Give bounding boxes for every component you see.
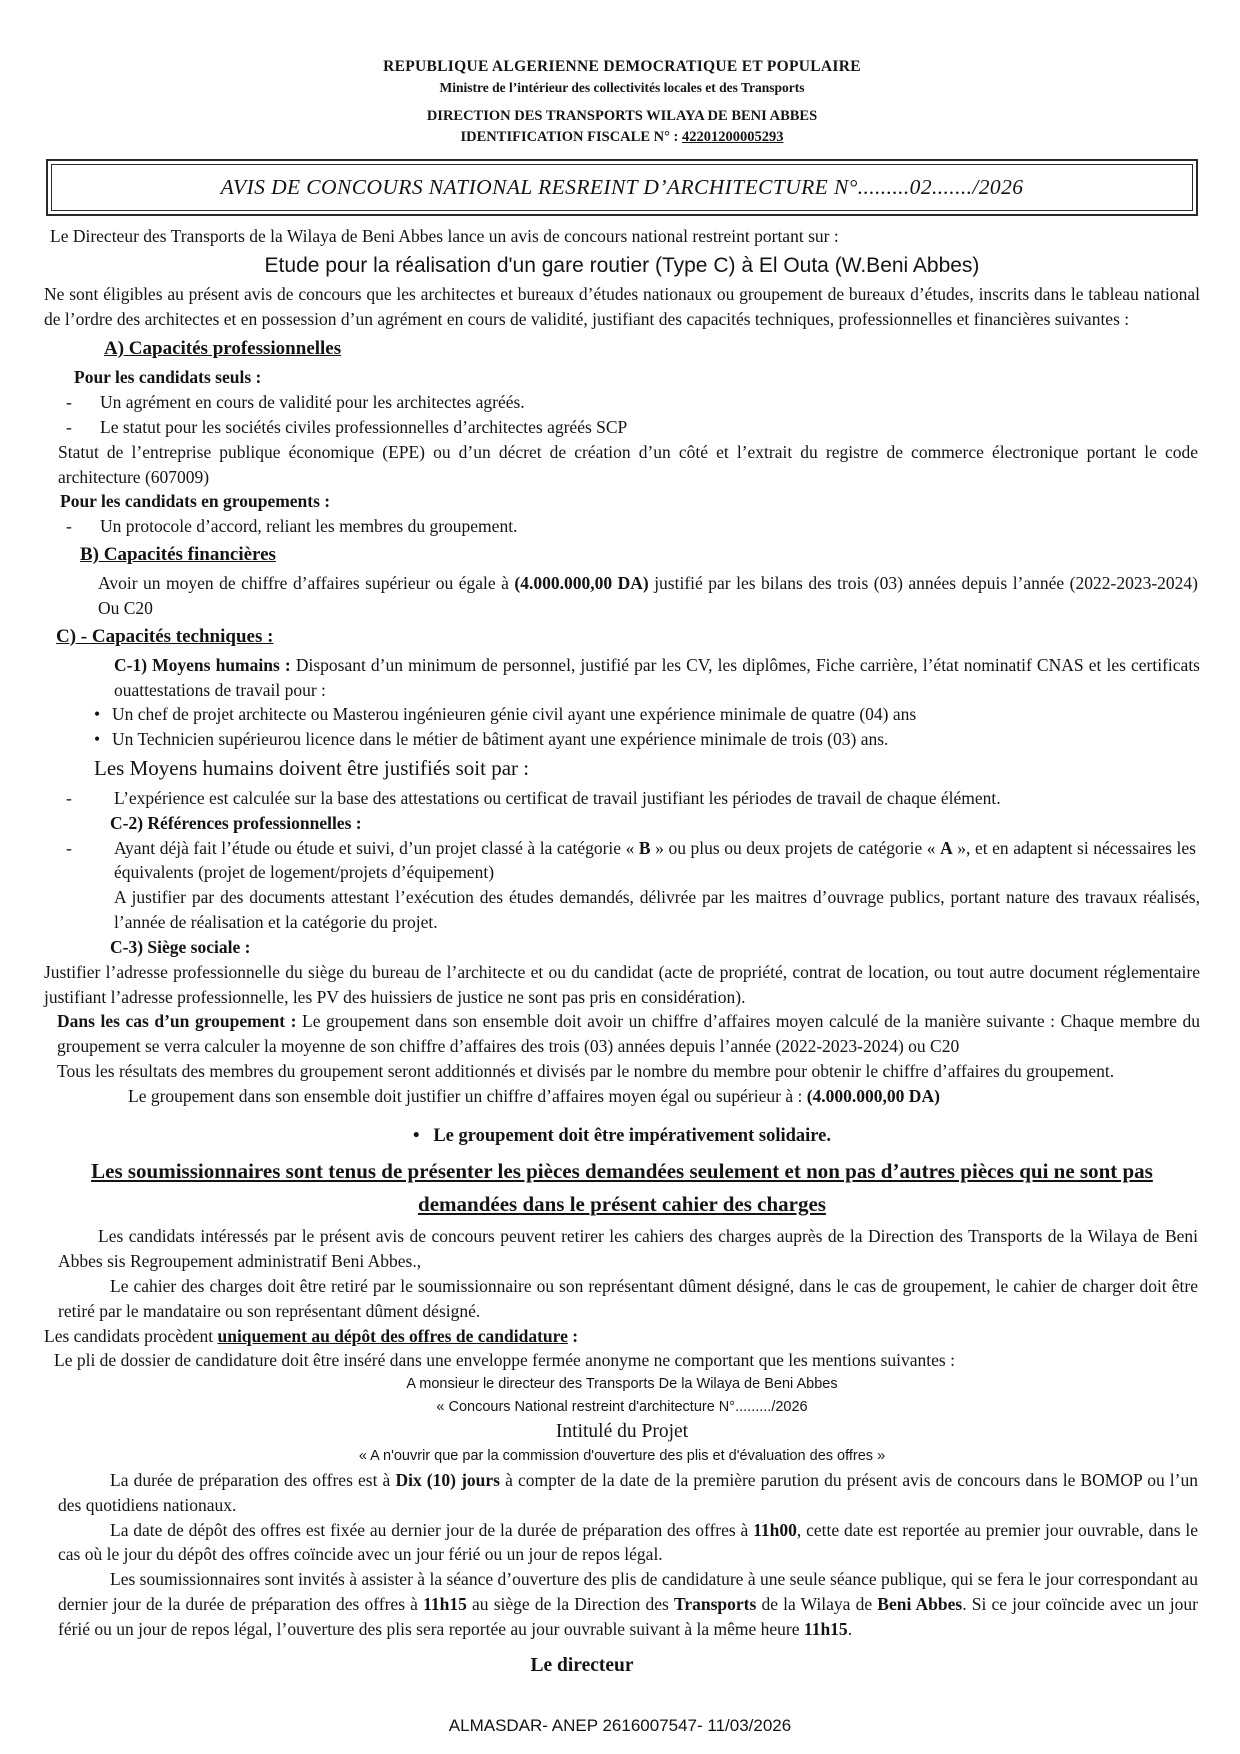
list-item [66, 415, 1200, 440]
bullet-item [94, 727, 1200, 752]
groupement-ca-line [128, 1084, 1200, 1109]
dash-marker: - [66, 516, 72, 537]
duree-paragraph [58, 1468, 1200, 1518]
ouverture-time-bold: 11h15 [423, 1594, 467, 1615]
solidaire-line [44, 1123, 1200, 1149]
c1-paragraph [114, 653, 1200, 703]
dash-marker: - [66, 837, 72, 858]
date-depot-bold: 11h00 [753, 1519, 797, 1540]
list-item [66, 514, 1200, 539]
statut-paragraph: Statut de l’entreprise publique économique (EPE) ou d’un décret de création d’un côté et l’extrait du registre de commerce électronique portant le code architecture (607009) [58, 441, 1198, 487]
fiscal-id-number: 42201200005293 [681, 128, 784, 145]
ref-mid: » ou plus ou deux projets de catégorie « [650, 837, 941, 858]
groupement-paragraph [57, 1009, 1200, 1059]
section-c-heading: C) - Capacités techniques : [56, 625, 274, 647]
bullet-marker: • [94, 704, 101, 725]
duree-pre: La durée de préparation des offres est à [110, 1469, 396, 1490]
direction-title: DIRECTION DES TRANSPORTS WILAYA DE BENI ABBES [426, 108, 818, 125]
ouverture-bold: Beni Abbes [877, 1594, 963, 1615]
notice-title-box [46, 159, 1198, 216]
ouverture-text: . [847, 1619, 853, 1640]
ouverture-text: au siège de la Direction des [466, 1594, 674, 1615]
mention-line-4: « A n'ouvrir que par la commission d'ouverture des plis et d'évaluation des offres » [358, 1448, 886, 1465]
siege-paragraph: Justifier l’adresse professionnelle du siège du bureau de l’architecte et ou du candidat (acte de propriété, contrat de location, ou tout autre document réglementaire justifiant l’adresse professionnelle, les PV des huissiers de justice ne sont pas pris en considération). [44, 961, 1200, 1007]
depot-pre: Les candidats procèdent [44, 1325, 218, 1346]
c2-label: C-2) Références professionnelles : [110, 812, 362, 833]
amount-bold: (4.000.000,00 DA) [806, 1085, 940, 1106]
list-item [66, 390, 1200, 415]
list-item [66, 786, 1200, 811]
retrait-paragraph-1: Les candidats intéressés par le présent avis de concours peuvent retirer les cahiers des charges auprès de la Direction des Transports de la Wilaya de Beni Abbes sis Regroupement administratif Beni Abbes., [58, 1226, 1198, 1272]
finances-paragraph [98, 571, 1200, 621]
date-depot-pre: La date de dépôt des offres est fixée au dernier jour de la durée de préparation des offres à [110, 1519, 754, 1540]
dash-marker: - [66, 787, 72, 808]
eligibility-paragraph: Ne sont éligibles au présent avis de concours que les architectes et bureaux d’études nationaux ou groupement de bureaux d’études, inscrits dans le tableau national de l’ordre des architectes et en possession d’un agrément en cours de validité, justifiant des capacités techniques, professionnelles et financières suivantes : [44, 284, 1200, 330]
references-text [114, 836, 1200, 886]
ouverture-time-bold: 11h15 [803, 1619, 848, 1640]
bullet-item [94, 702, 1200, 727]
depot-bold: uniquement au dépôt des offres de candidature [217, 1325, 568, 1346]
bullet-marker: • [94, 729, 101, 750]
depot-line [44, 1324, 1200, 1349]
ref-pre: Ayant déjà fait l’étude ou étude et suivi, d’un projet classé à la catégorie « [114, 837, 639, 858]
list-item-text: Un agrément en cours de validité pour les architectes agréés. [100, 391, 525, 412]
dash-marker: - [66, 416, 72, 437]
finances-text: justifié par les bilans des trois (03) années depuis l’année (2022-2023-2024) Ou C20 [98, 573, 1198, 618]
pli-line: Le pli de dossier de candidature doit être inséré dans une enveloppe fermée anonyme ne comportant que les mentions suivantes : [54, 1350, 955, 1371]
retrait-paragraph-2: Le cahier des charges doit être retiré par le soumissionnaire ou son représentant dûment désigné, dans le cas de groupement, le cahier de charger doit être retiré par le mandataire ou son représentant dûment désigné. [58, 1275, 1198, 1321]
duree-bold: Dix (10) jours [395, 1469, 500, 1490]
solidaire-text: Le groupement doit être impérativement solidaire. [433, 1125, 832, 1146]
pieces-statement: Les soumissionnaires sont tenus de présenter les pièces demandées seulement et non pas d’autres pièces qui ne sont pas demandées dans le présent cahier des charges [91, 1159, 1153, 1216]
dash-marker: - [66, 391, 72, 412]
section-b-heading: B) Capacités financières [80, 544, 276, 566]
fiscal-id-line [44, 127, 1200, 148]
duree-post: à compter de la date de la première parution du présent avis de concours dans le BOMOP ou l’un des quotidiens nationaux. [58, 1469, 1198, 1515]
amount-bold: (4.000.000,00 DA) [514, 573, 649, 594]
ministry-title: Ministre de l’intérieur des collectivités locales et des Transports [439, 80, 805, 95]
justifier-paragraph: A justifier par des documents attestant l’exécution des études demandés, délivrée par les maitres d’ouvrage publics, portant nature des travaux réalisés, l’année de réalisation et la catégorie du projet. [114, 887, 1200, 933]
groupement-ca-text: Le groupement dans son ensemble doit justifier un chiffre d’affaires moyen égal ou supérieur à : [128, 1085, 807, 1106]
c1-label: C-1) Moyens humains : [114, 654, 296, 675]
republic-title: REPUBLIQUE ALGERIENNE DEMOCRATIQUE ET POPULAIRE [383, 58, 861, 75]
category-b-bold: B [638, 837, 651, 858]
project-title: Etude pour la réalisation d'un gare routier (Type C) à El Outa (W.Beni Abbes) [264, 253, 980, 277]
depot-post: : [567, 1325, 579, 1346]
mention-line-1: A monsieur le directeur des Transports De la Wilaya de Beni Abbes [406, 1376, 838, 1393]
bullet-marker: • [412, 1125, 420, 1146]
publication-footer: ALMASDAR- ANEP 2616007547- 11/03/2026 [448, 1715, 792, 1735]
moyens-humains-line: Les Moyens humains doivent être justifiés soit par : [94, 756, 530, 781]
groupement-label: Dans les cas d’un groupement : [57, 1011, 302, 1032]
candidats-groupements-label: Pour les candidats en groupements : [60, 491, 331, 512]
ouverture-text: . Si ce jour coïncide avec un jour férié ou un jour de repos légal, l’ouverture des plis sera reportée au jour ouvrable suivant à la même heure [58, 1594, 1198, 1640]
list-item-text: Un protocole d’accord, reliant les membres du groupement. [100, 516, 518, 537]
notice-title: AVIS DE CONCOURS NATIONAL RESREINT D’ARCHITECTURE N°.........02......./2026 [51, 164, 1193, 211]
mention-line-3: Intitulé du Projet [555, 1421, 689, 1443]
bullet-item-text: Un chef de projet architecte ou Masterou ingénieuren génie civil ayant une expérience minimale de quatre (04) ans [112, 704, 917, 725]
list-item [66, 836, 1200, 886]
bullet-item-text: Un Technicien supérieurou licence dans le métier de bâtiment ayant une expérience minimale de trois (03) ans. [112, 729, 889, 750]
date-depot-post: , cette date est reportée au premier jour ouvrable, dans le cas où le jour du dépôt des offres coïncide avec un jour férié ou un jour de repos légal. [58, 1519, 1198, 1565]
c3-label: C-3) Siège sociale : [110, 936, 251, 957]
ouverture-text: Les soumissionnaires sont invités à assister à la séance d’ouverture des plis de candidature à une seule séance publique, qui se fera le jour correspondant au dernier jour de la durée de préparation des offres à [58, 1569, 1198, 1615]
ouverture-bold: Transports [674, 1594, 757, 1615]
fiscal-id-label: IDENTIFICATION FISCALE N° : [460, 128, 682, 145]
candidats-seuls-label: Pour les candidats seuls : [74, 367, 262, 388]
tous-resultats-paragraph: Tous les résultats des membres du groupement seront additionnés et divisés par le nombre du membre pour obtenir le chiffre d’affaires du groupement. [57, 1061, 1115, 1082]
category-a-bold: A [940, 837, 953, 858]
intro-line: Le Directeur des Transports de la Wilaya de Beni Abbes lance un avis de concours national restreint portant sur : [50, 225, 839, 246]
ref-post: », et en adaptent si nécessaires les équivalents (projet de logement/projets d’équipement) [114, 837, 1196, 883]
director-signature: Le directeur [530, 1654, 634, 1676]
date-depot-paragraph [58, 1518, 1200, 1568]
section-a-heading: A) Capacités professionnelles [104, 338, 342, 360]
list-item-text: Le statut pour les sociétés civiles professionnelles d’architectes agréés SCP [100, 416, 628, 437]
groupement-text: Le groupement dans son ensemble doit avoir un chiffre d’affaires moyen calculé de la manière suivante : Chaque membre du groupement se verra calculer la moyenne de son chiffre d’affaires des trois (03) années depuis l’année (2022-2023-2024) ou C20 [57, 1011, 1200, 1057]
ouverture-paragraph [58, 1567, 1200, 1642]
finances-text: Avoir un moyen de chiffre d’affaires supérieur ou égale à [98, 573, 515, 594]
list-item-text: L’expérience est calculée sur la base des attestations ou certificat de travail justifiant les périodes de travail de chaque élément. [114, 787, 1001, 808]
mention-line-2: « Concours National restreint d'architecture N°........./2026 [436, 1398, 808, 1415]
ouverture-text: de la Wilaya de [756, 1594, 878, 1615]
c1-text: Disposant d’un minimum de personnel, justifié par les CV, les diplômes, Fiche carrière, l’état nominatif CNAS et les certificats ouattestations de travail pour : [114, 654, 1200, 700]
